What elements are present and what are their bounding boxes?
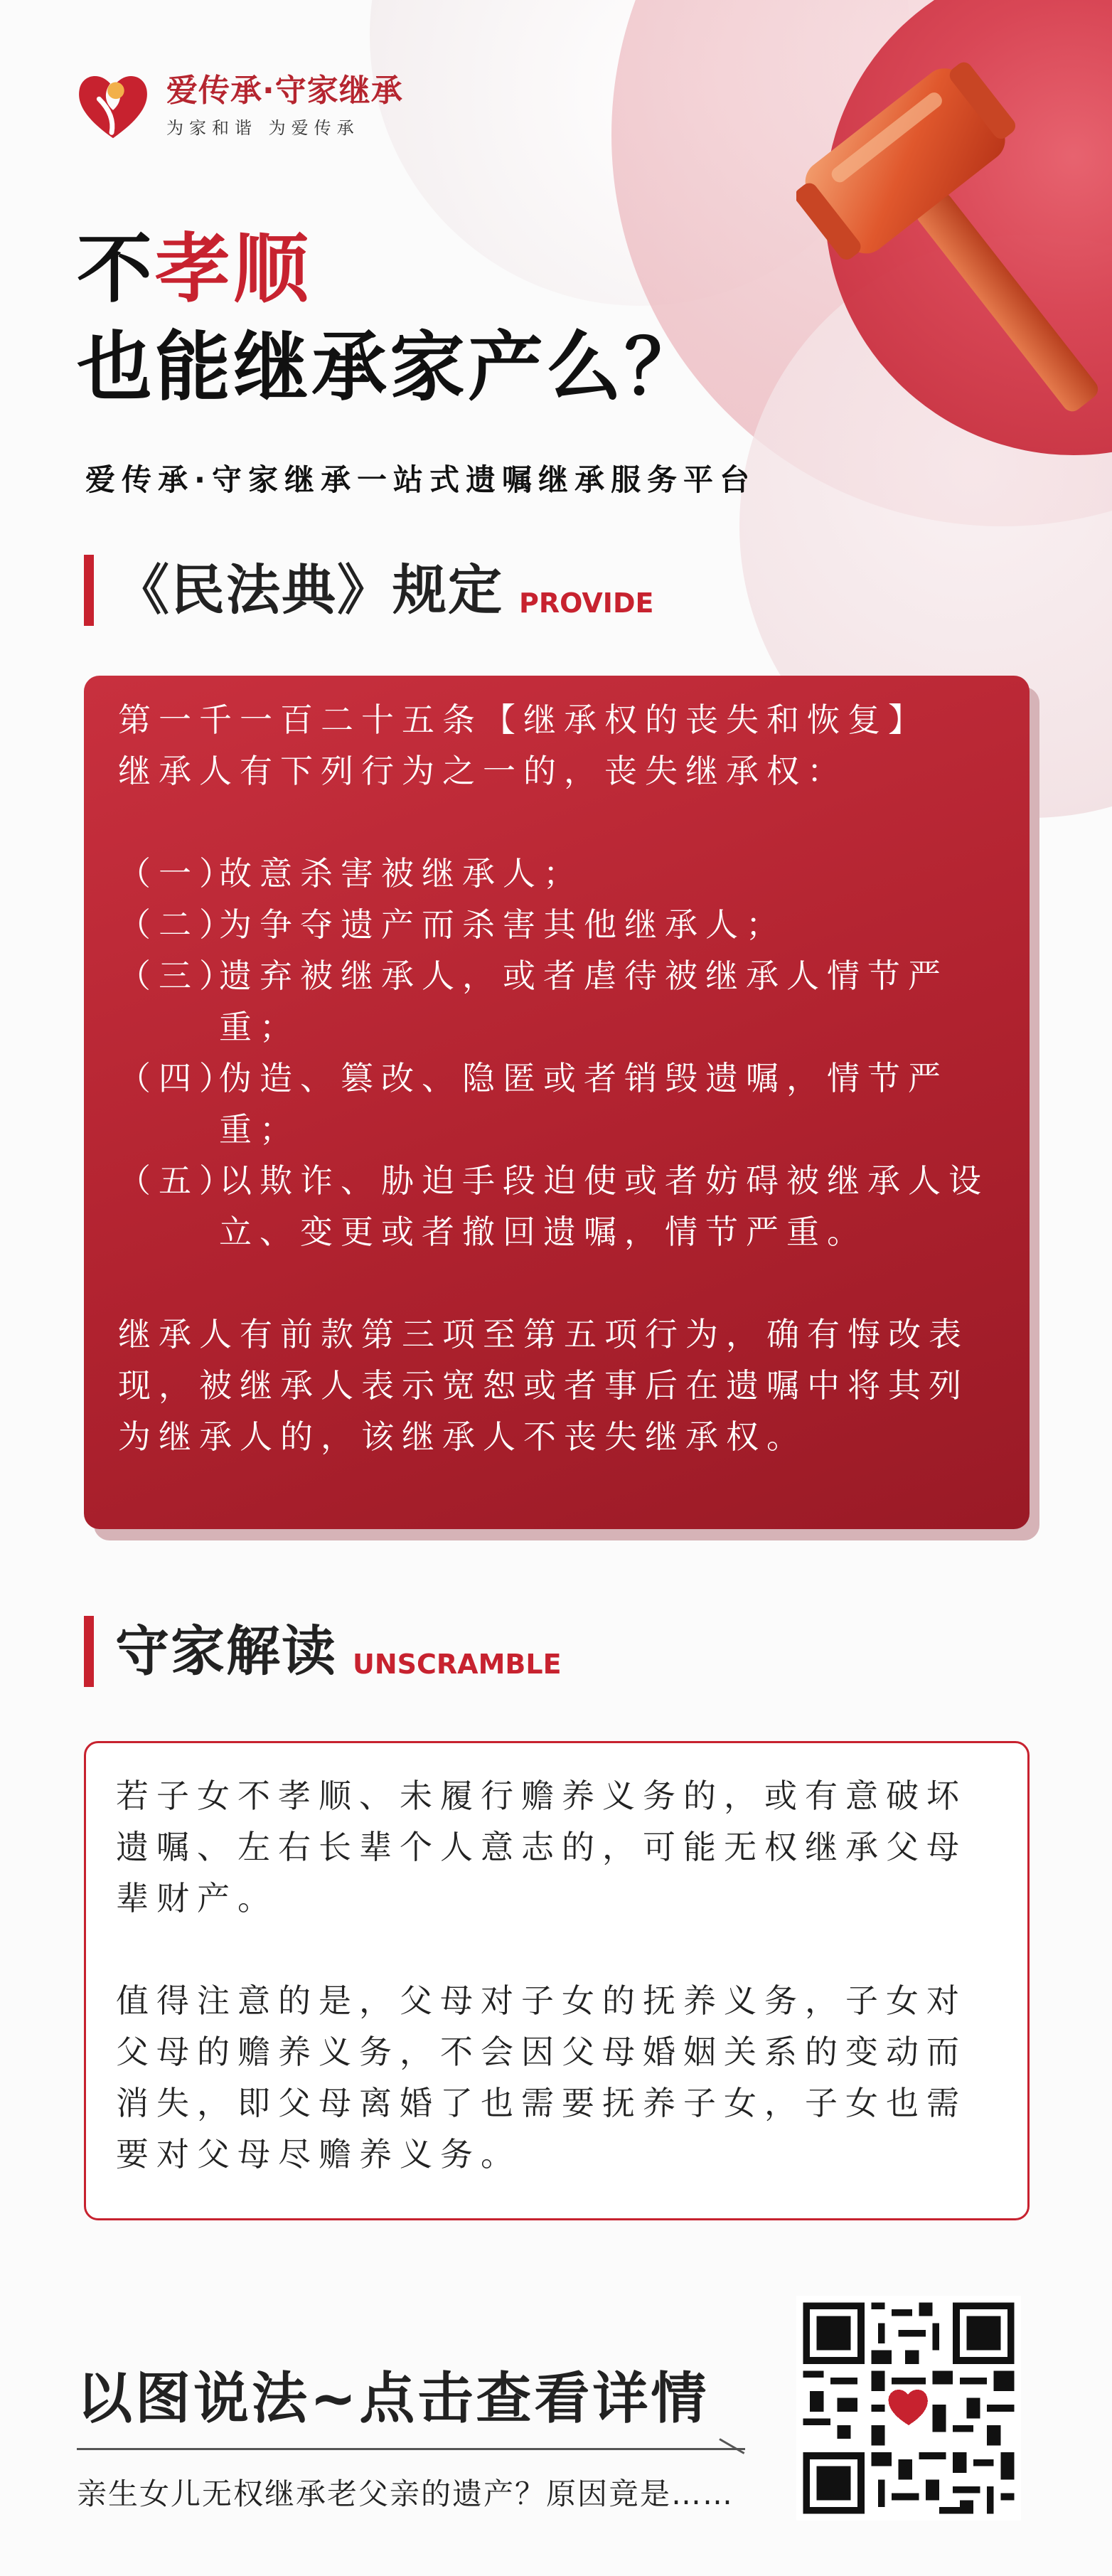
law-list-item (118, 950, 995, 1053)
section-accent-bar (84, 555, 94, 626)
reading-section-title-en: UNSCRAMBLE (353, 1649, 562, 1680)
law-item-text: 遗弃被继承人，或者虐待被继承人情节严重； (219, 957, 948, 1046)
brand-logo (71, 63, 403, 147)
law-item-number: （二） (118, 905, 240, 944)
law-closing-paragraph (118, 1309, 995, 1462)
cta-underline (77, 2448, 745, 2450)
law-text-box (84, 676, 1030, 1529)
law-item-text: 以欺诈、胁迫手段迫使或者妨碍被继承人设立、变更或者撤回遗嘱，情节严重。 (219, 1161, 989, 1251)
law-item-text: 为争夺遗产而杀害其他继承人； (219, 905, 786, 944)
reading-section-title: 守家解读 (115, 1619, 337, 1683)
law-list-item (118, 1155, 995, 1257)
cta-title-link[interactable]: 以图说法~点击查看详情 (77, 2367, 710, 2431)
law-list-item (118, 1053, 995, 1155)
title-black-part: 不 (77, 225, 155, 313)
section-accent-bar (84, 1616, 94, 1687)
brand-slogan: 为家和谐 为爱传承 (166, 117, 360, 138)
law-list-item (118, 848, 995, 899)
law-list-item (118, 899, 995, 950)
gavel-icon (796, 43, 1109, 441)
title-line-2: 也能继承家产么？ (77, 324, 702, 411)
reading-paragraph: 值得注意的是，父母对子女的抚养义务，子女对父母的赡养义务，不会因父母婚姻关系的变动而消失，即父母离婚了也需要抚养子女，子女也需要对父母尽赡养义务。 (116, 1981, 967, 2173)
brand-name: 爱传承·守家继承 (166, 72, 403, 109)
cta-article-link[interactable]: 亲生女儿无权继承老父亲的遗产？原因竟是…… (77, 2476, 734, 2511)
page-title (77, 220, 702, 417)
law-article-intro: 继承人有下列行为之一的，丧失继承权： (118, 752, 848, 790)
law-item-number: （五） (118, 1161, 240, 1200)
law-item-text: 故意杀害被继承人； (219, 854, 584, 893)
law-section-title: 《民法典》规定 (115, 558, 503, 622)
qr-code-icon[interactable] (796, 2296, 1021, 2521)
law-item-number: （三） (118, 957, 240, 995)
law-section-header (84, 555, 653, 626)
law-closing-text: 继承人有前款第三项至第五项行为，确有悔改表现，被继承人表示宽恕或者事后在遗嘱中将其列为继承人的，该继承人不丧失继承权。 (118, 1315, 969, 1456)
cta-underline-arrow (719, 2438, 744, 2454)
law-article-heading: 第一千一百二十五条【继承权的丧失和恢复】 (118, 701, 929, 739)
law-section-title-en: PROVIDE (519, 587, 654, 619)
law-item-number: （四） (118, 1059, 240, 1097)
title-red-part: 孝顺 (155, 225, 311, 313)
reading-text-box (84, 1741, 1030, 2220)
logo-icon (71, 63, 155, 147)
law-item-text: 伪造、篡改、隐匿或者销毁遗嘱，情节严重； (219, 1059, 948, 1149)
reading-paragraph: 若子女不孝顺、未履行赡养义务的，或有意破坏遗嘱、左右长辈个人意志的，可能无权继承父母辈财产。 (116, 1777, 967, 1917)
page-subtitle: 爱传承·守家继承一站式遗嘱继承服务平台 (85, 462, 756, 497)
reading-section-header (84, 1616, 562, 1687)
law-item-number: （一） (118, 854, 240, 893)
